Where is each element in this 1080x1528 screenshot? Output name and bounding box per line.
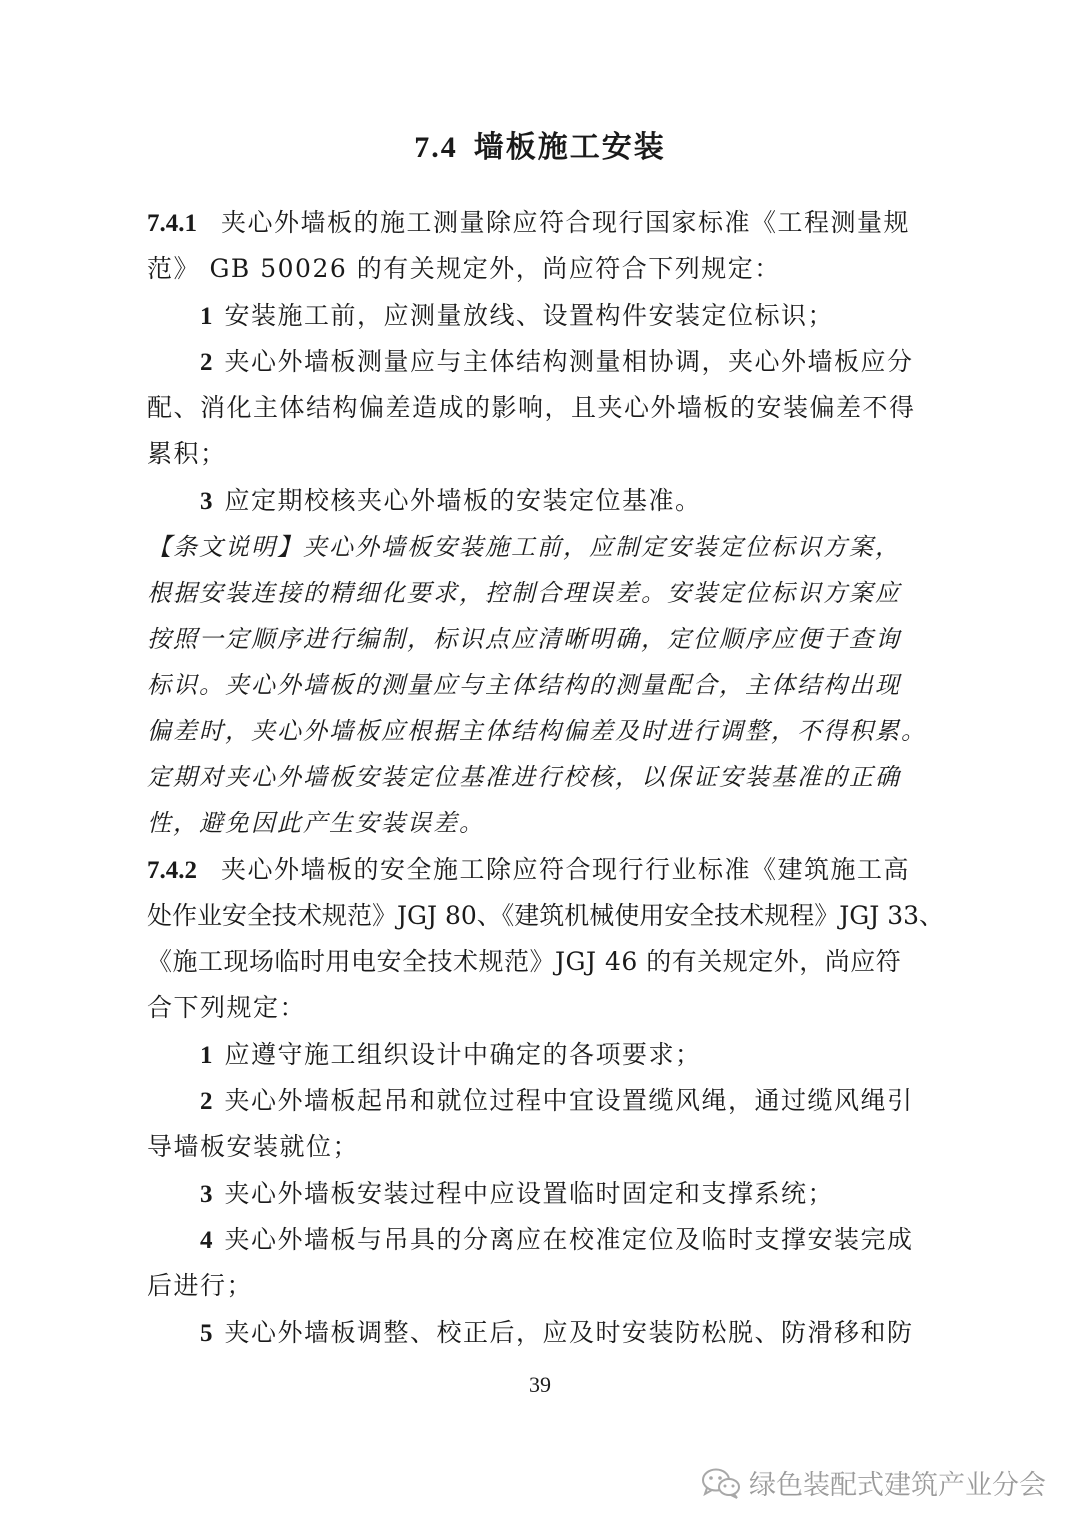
clause-number: 7.4.1 <box>147 210 197 237</box>
note-line: 性，避免因此产生安装误差。 <box>147 809 485 837</box>
note-line: 定期对夹心外墙板安装定位基准进行校核，以保证安装基准的正确 <box>147 763 901 791</box>
list-item-cont: 后进行； <box>147 1271 254 1300</box>
clause-number: 7.4.2 <box>147 857 197 884</box>
item-text: 夹心外墙板与吊具的分离应在校准定位及临时支撑安装完成 <box>224 1225 914 1254</box>
list-item <box>200 1040 990 1071</box>
watermark <box>701 1463 1046 1502</box>
list-item <box>200 1086 990 1117</box>
clause-text: 夹心外墙板的施工测量除应符合现行国家标准《工程测量规 <box>221 208 911 237</box>
list-item <box>200 1225 990 1256</box>
clause-line: 《施工现场临时用电安全技术规范》JGJ 46 的有关规定外，尚应符 <box>147 947 902 976</box>
item-text: 应定期校核夹心外墙板的安装定位基准。 <box>224 486 702 515</box>
clause-line: 合下列规定： <box>147 993 307 1022</box>
item-text: 夹心外墙板起吊和就位过程中宜设置缆风绳，通过缆风绳引 <box>224 1086 914 1115</box>
list-item-cont: 配、消化主体结构偏差造成的影响，且夹心外墙板的安装偏差不得 <box>147 393 916 422</box>
note-line: 标识。夹心外墙板的测量应与主体结构的测量配合，主体结构出现 <box>147 671 901 699</box>
item-number: 3 <box>200 488 213 515</box>
list-item <box>200 1179 990 1210</box>
item-text: 安装施工前，应测量放线、设置构件安装定位标识； <box>224 301 835 330</box>
clause-text: 夹心外墙板的安全施工除应符合现行行业标准《建筑施工高 <box>221 855 911 884</box>
list-item <box>200 347 990 378</box>
item-text: 夹心外墙板测量应与主体结构测量相协调，夹心外墙板应分 <box>224 347 914 376</box>
section-number: 7.4 <box>414 131 458 164</box>
clause-line: 范》 GB 50026 的有关规定外，尚应符合下列规定： <box>147 254 781 283</box>
note-line: 根据安装连接的精细化要求，控制合理误差。安装定位标识方案应 <box>147 579 901 607</box>
item-number: 2 <box>200 349 213 376</box>
clause-line <box>147 208 937 239</box>
list-item-cont: 导墙板安装就位； <box>147 1132 360 1161</box>
note-line: 按照一定顺序进行编制，标识点应清晰明确，定位顺序应便于查询 <box>147 625 901 653</box>
item-number: 2 <box>200 1088 213 1115</box>
list-item-cont: 累积； <box>147 439 227 468</box>
clause-line <box>147 855 937 886</box>
item-number: 1 <box>200 303 213 330</box>
section-heading: 墙板施工安装 <box>473 130 666 165</box>
item-number: 3 <box>200 1181 213 1208</box>
list-item <box>200 486 990 517</box>
list-item <box>200 301 990 332</box>
note-line: 【条文说明】夹心外墙板安装施工前，应制定安装定位标识方案， <box>147 533 901 561</box>
watermark-text: 绿色装配式建筑产业分会 <box>749 1470 1046 1501</box>
wechat-icon <box>701 1467 741 1499</box>
item-number: 4 <box>200 1227 213 1254</box>
item-text: 夹心外墙板调整、校正后，应及时安装防松脱、防滑移和防 <box>224 1318 914 1347</box>
item-number: 5 <box>200 1320 213 1347</box>
item-text: 夹心外墙板安装过程中应设置临时固定和支撑系统； <box>224 1179 835 1208</box>
note-line: 偏差时，夹心外墙板应根据主体结构偏差及时进行调整，不得积累。 <box>147 717 927 745</box>
item-number: 1 <box>200 1042 213 1069</box>
section-title <box>0 122 1080 166</box>
list-item <box>200 1318 990 1349</box>
page-number: 39 <box>529 1372 551 1397</box>
clause-line: 处作业安全技术规范》JGJ 80、《建筑机械使用安全技术规程》JGJ 33、 <box>147 901 945 930</box>
item-text: 应遵守施工组织设计中确定的各项要求； <box>224 1040 702 1069</box>
